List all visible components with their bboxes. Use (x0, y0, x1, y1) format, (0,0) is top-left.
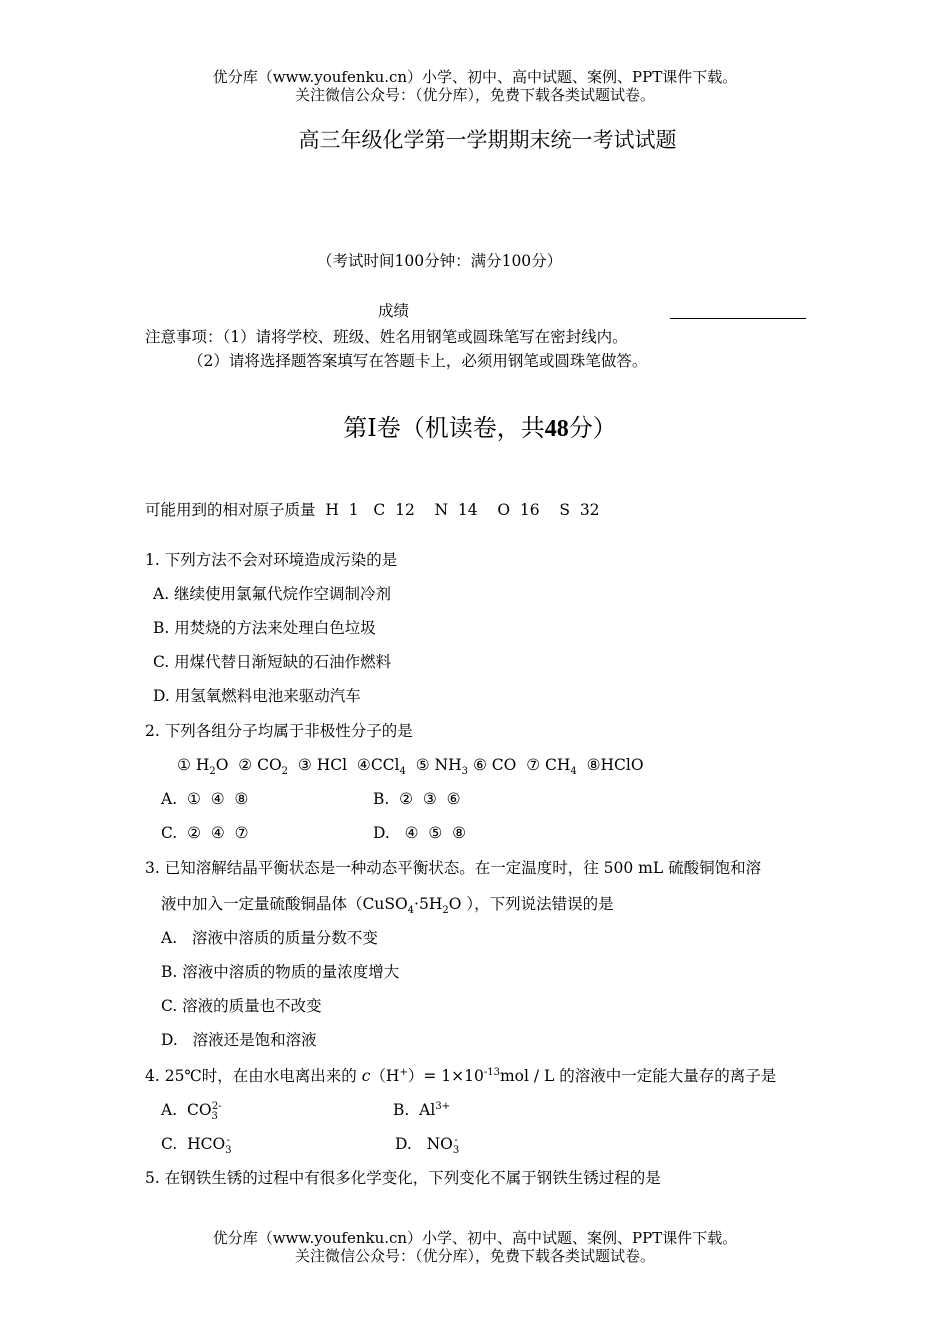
q2-option-c[interactable]: C. ② ④ ⑦ (161, 824, 249, 842)
exam-title: 高三年级化学第一学期期末统一考试试题 (298, 128, 677, 152)
section-heading-post: 分） (568, 414, 617, 442)
q4-option-b[interactable]: B. $Al^{3+}$ (393, 1100, 451, 1119)
q4-stem: 4. 25℃时，在由水电离出来的 $c(H^+)= 1\times 10^{-13}mol / L$ 的溶液中一定能大量存的离子是 (145, 1066, 777, 1085)
q5-stem: 5. 在钢铁生锈的过程中有很多化学变化，下列变化不属于钢铁生锈过程的是 (145, 1169, 661, 1187)
q4-option-c[interactable]: C. $HCO_3^-$ (161, 1134, 232, 1157)
q2-stem: 2. 下列各组分子均属于非极性分子的是 (145, 722, 413, 740)
q3-stem-line-1: 3. 已知溶解结晶平衡状态是一种动态平衡状态。在一定温度时，往 500 mL 硫酸铜饱和溶 (145, 859, 762, 877)
q3-stem-line-2: 液中加入一定量硫酸铜晶体（$CuSO_4\cdot 5H_2O$ ），下列说法错误的是 (161, 895, 614, 917)
q1-stem: 1. 下列方法不会对环境造成污染的是 (145, 551, 398, 569)
footer-line-1: 优分库（www.youfenku.cn）小学、初中、高中试题、案例、PPT课件下载。 (212, 1229, 738, 1247)
footer-line-2: 关注微信公众号：（优分库），免费下载各类试题试卷。 (294, 1247, 655, 1265)
q1-option-a[interactable]: A. 继续使用氯氟代烷作空调制冷剂 (153, 585, 392, 603)
q2-molecule-list: ① $H_2O$ ② $CO_2$ ③ HCl ④CCl$_4$ ⑤ $NH_3$ ⑥ CO ⑦ $CH_4$ ⑧HClO (177, 756, 644, 778)
q1-option-c[interactable]: C. 用煤代替日渐短缺的石油作燃料 (153, 653, 392, 671)
header-line-2: 关注微信公众号：（优分库），免费下载各类试题试卷。 (294, 86, 655, 104)
notice-1: 注意事项：（1）请将学校、班级、姓名用钢笔或圆珠笔写在密封线内。 (145, 328, 628, 346)
q1-option-b[interactable]: B. 用焚烧的方法来处理白色垃圾 (153, 619, 376, 637)
section-heading-score: 48 (544, 416, 569, 442)
q3-option-c[interactable]: C. 溶液的质量也不改变 (161, 997, 322, 1015)
exam-time-info: （考试时间100分钟：满分100分） (317, 252, 563, 270)
score-blank-line[interactable] (670, 318, 806, 319)
q3-option-b[interactable]: B. 溶液中溶质的物质的量浓度增大 (161, 963, 400, 981)
notice-2: （2）请将选择题答案填写在答题卡上，必须用钢笔或圆珠笔做答。 (188, 352, 648, 370)
q2-option-b[interactable]: B. ② ③ ⑥ (373, 790, 461, 808)
q2-option-a[interactable]: A. ① ④ ⑧ (161, 790, 249, 808)
q3-option-a[interactable]: A. 溶液中溶质的质量分数不变 (161, 929, 378, 947)
q1-option-d[interactable]: D. 用氢氧燃料电池来驱动汽车 (153, 687, 361, 705)
q3-option-d[interactable]: D. 溶液还是饱和溶液 (161, 1031, 317, 1049)
section-heading (0, 408, 950, 443)
section-heading-pre: 第Ⅰ卷（机读卷，共 (343, 414, 545, 442)
header-line-1: 优分库（www.youfenku.cn）小学、初中、高中试题、案例、PPT课件下载。 (212, 68, 738, 86)
q4-option-d[interactable]: D. $NO_3^-$ (395, 1134, 460, 1157)
atomic-mass-line: 可能用到的相对原子质量 H 1 C 12 N 14 O 16 S 32 (145, 501, 600, 519)
score-label: 成绩 (378, 302, 410, 320)
q4-option-a[interactable]: A. $CO_3^{2-}$ (161, 1100, 222, 1123)
q2-option-d[interactable]: D. ④ ⑤ ⑧ (373, 824, 466, 842)
